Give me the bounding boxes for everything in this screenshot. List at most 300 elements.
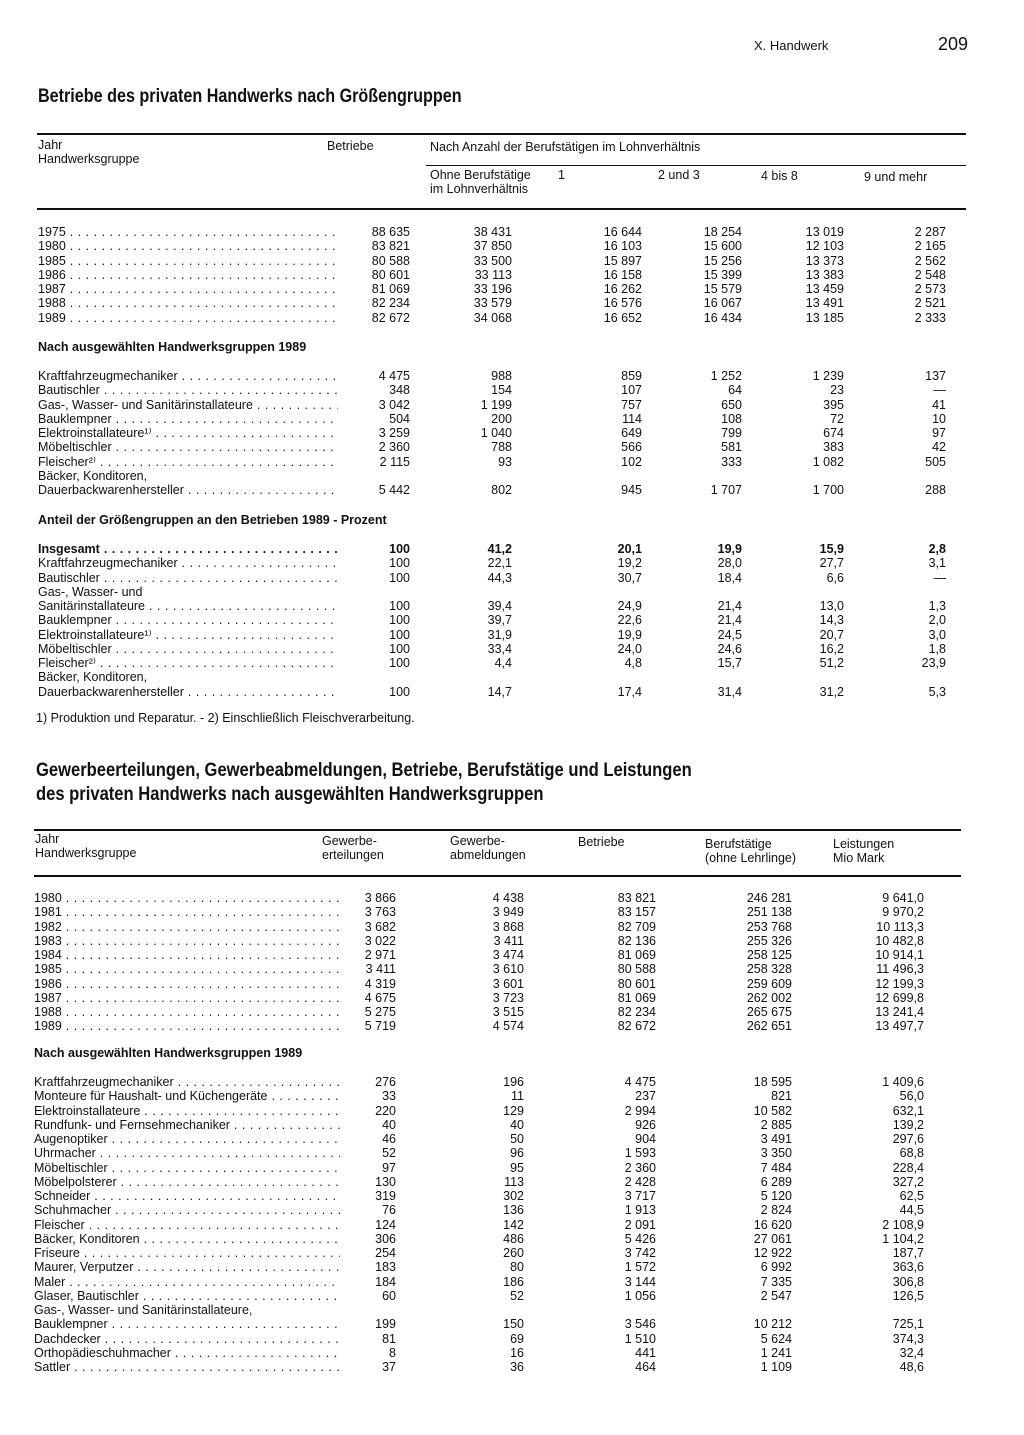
table-row: [34, 962, 924, 977]
table-cell: 184: [375, 1274, 396, 1289]
table-cell: 566: [621, 440, 642, 455]
table-cell: 276: [375, 1075, 396, 1089]
table-cell: 13 497,7: [875, 1019, 924, 1034]
table-cell: 1,3: [928, 599, 946, 613]
table-cell: 13 491: [805, 296, 844, 311]
table-cell: 13,0: [819, 599, 844, 613]
table-cell: 100: [389, 627, 410, 642]
table-cell: 16 158: [603, 267, 642, 282]
table-cell: 142: [503, 1217, 524, 1232]
table-cell: 5,3: [928, 684, 946, 699]
table-row: [34, 919, 924, 934]
table-cell: 60: [382, 1288, 396, 1303]
table2-groups: [34, 1075, 924, 1374]
table-cell: 821: [771, 1089, 792, 1104]
table-cell: 32,4: [899, 1345, 924, 1360]
table2-title-line1: Gewerbeerteilungen, Gewerbeabmeldungen, Betriebe, Berufstätige und Leistungen: [36, 759, 692, 781]
table-cell: 6 289: [760, 1174, 792, 1189]
table-row: [38, 483, 946, 497]
table-cell: 187,7: [892, 1246, 924, 1260]
table1-col-handwerksgruppe: Handwerksgruppe: [38, 152, 140, 166]
table-cell: 16,2: [819, 641, 844, 656]
table-cell: 16 067: [703, 296, 742, 311]
table-row: [34, 1160, 924, 1175]
table-row: [38, 556, 946, 571]
table-cell: 16 434: [703, 310, 742, 325]
table-cell: 82 672: [617, 1019, 656, 1034]
table-row: [34, 948, 924, 962]
table1-top-rule: [37, 133, 966, 135]
table-cell: 10 914,1: [875, 948, 924, 962]
table-row: [34, 990, 924, 1005]
row-label: Bäcker, Konditoren . . .: [34, 1232, 340, 1246]
table-cell: 6,6: [826, 570, 844, 585]
table-cell: 24,6: [717, 641, 742, 656]
table-cell: 33 500: [473, 253, 512, 268]
table-cell: 15 399: [703, 267, 742, 282]
table-row: [38, 239, 946, 254]
table-cell: 395: [823, 397, 844, 412]
table-cell: 12 699,8: [875, 990, 924, 1005]
table-cell: 255 326: [746, 933, 792, 948]
table-row: [34, 1360, 924, 1374]
table-cell: 904: [635, 1132, 656, 1146]
table-cell: 14,3: [819, 613, 844, 628]
table-cell: 20,1: [617, 542, 642, 556]
table-cell: 260: [503, 1246, 524, 1260]
table-cell: 9 970,2: [882, 905, 924, 920]
table-cell: 7 335: [760, 1274, 792, 1289]
table-cell: 3 763: [364, 905, 396, 920]
table-cell: 200: [491, 411, 512, 426]
page-number: 209: [938, 34, 969, 54]
table-row: [38, 585, 918, 599]
table-cell: 114: [622, 411, 642, 426]
table-cell: 81: [382, 1331, 396, 1346]
row-label: Glaser, Bautischler . . .: [34, 1289, 340, 1303]
table-row: [34, 1132, 924, 1146]
table-cell: 2 573: [914, 282, 946, 296]
table-cell: 3 723: [492, 990, 524, 1005]
table-cell: 24,0: [617, 641, 642, 656]
table-cell: 81 069: [617, 948, 656, 962]
table-cell: 16 652: [603, 310, 642, 325]
table2-top-rule: [34, 829, 961, 831]
table2-col-handwerksgruppe: Handwerksgruppe: [35, 846, 137, 860]
table-cell: 13 185: [805, 310, 844, 325]
table-cell: 649: [621, 426, 642, 440]
table1-col-9mehr: 9 und mehr: [864, 170, 928, 184]
table-cell: 81 069: [371, 282, 410, 296]
table-cell: 2 115: [379, 454, 410, 469]
table-cell: 6 992: [760, 1260, 792, 1275]
table-cell: 2 562: [914, 253, 946, 268]
row-label: Fleischer²⁾ . . .: [38, 455, 338, 469]
table-cell: 44,3: [487, 570, 512, 585]
row-label: 1984 . . .: [34, 948, 340, 962]
table-cell: 40: [510, 1117, 524, 1132]
table-cell: 319: [375, 1189, 396, 1203]
table-cell: 1 913: [624, 1203, 656, 1218]
table-cell: 82 136: [617, 933, 656, 948]
row-label: Bauklempner . . .: [38, 412, 338, 426]
table-cell: 246 281: [746, 891, 792, 905]
table-cell: 21,4: [717, 613, 742, 628]
row-label: 1989 . . .: [38, 311, 338, 325]
table-cell: 136: [503, 1203, 524, 1218]
table-cell: 3 042: [378, 397, 410, 412]
table-cell: 251 138: [746, 905, 792, 920]
table-cell: 150: [503, 1317, 524, 1332]
table-row: [38, 627, 946, 642]
table-cell: 20,7: [819, 627, 844, 642]
table-cell: 5 275: [364, 1005, 396, 1019]
table-cell: 5 426: [624, 1231, 656, 1246]
table-cell: 39,7: [487, 613, 512, 628]
table-cell: 19,9: [617, 627, 642, 642]
row-label: 1988 . . .: [34, 1005, 340, 1019]
table-cell: 13 241,4: [875, 1005, 924, 1019]
table2-col-erteil-2: erteilungen: [322, 848, 384, 862]
table-cell: 1 700: [812, 483, 844, 497]
table-cell: 2 360: [624, 1160, 656, 1175]
table-cell: 259 609: [746, 976, 792, 991]
table-cell: 82 672: [371, 310, 410, 325]
table-cell: 802: [491, 483, 512, 497]
table1-footnote: 1) Produktion und Reparatur. - 2) Einschließlich Fleischverarbeitung.: [36, 711, 415, 725]
table-cell: 82 234: [617, 1005, 656, 1019]
table-cell: 265 675: [746, 1005, 792, 1019]
table-cell: 4 475: [378, 369, 410, 383]
table-cell: 183: [375, 1260, 396, 1275]
table-cell: 126,5: [892, 1288, 924, 1303]
row-label: Maurer, Verputzer . . .: [34, 1260, 340, 1274]
table-cell: 4 438: [492, 891, 524, 905]
table-cell: 37: [382, 1360, 396, 1374]
table-cell: 15,9: [819, 542, 844, 556]
table-cell: 306: [375, 1231, 396, 1246]
table-cell: 18 595: [753, 1075, 792, 1089]
table-cell: 1 707: [710, 483, 742, 497]
table-row: [34, 1117, 924, 1132]
table-row: [38, 310, 946, 325]
table-cell: 3,1: [928, 556, 946, 571]
table-cell: 3 868: [492, 919, 524, 934]
row-label: Schuhmacher . . .: [34, 1203, 340, 1217]
table-row: [34, 1246, 924, 1260]
table-cell: 34 068: [473, 310, 512, 325]
table1-col-betriebe: Betriebe: [327, 139, 374, 153]
table-cell: 31,9: [487, 627, 512, 642]
row-label: Dauerbackwarenhersteller . . .: [38, 685, 338, 699]
table-cell: 50: [510, 1132, 524, 1146]
table-cell: 100: [389, 613, 410, 628]
table-cell: 757: [621, 397, 642, 412]
table-cell: 3 144: [624, 1274, 656, 1289]
table-cell: 23,9: [921, 656, 946, 670]
table-cell: 22,6: [617, 613, 642, 628]
table-cell: 93: [498, 454, 512, 469]
row-label: Möbelpolsterer . . .: [34, 1175, 340, 1189]
table-cell: 21,4: [717, 599, 742, 613]
table-cell: 124: [375, 1217, 396, 1232]
table-cell: 10 212: [753, 1317, 792, 1332]
table-cell: 1 409,6: [882, 1075, 924, 1089]
row-label: Kraftfahrzeugmechaniker . . .: [38, 556, 338, 570]
table-cell: 3 411: [493, 933, 524, 948]
table-cell: 1 241: [760, 1345, 792, 1360]
row-label: Bauklempner . . .: [38, 613, 338, 627]
table-row: [34, 1203, 924, 1218]
table-cell: 72: [830, 411, 844, 426]
row-label: 1980 . . .: [38, 239, 338, 253]
table-row: [38, 599, 946, 613]
table-cell: 3 601: [492, 976, 524, 991]
table-cell: 37 850: [473, 239, 512, 254]
table-cell: —: [933, 570, 946, 585]
row-label: 1980 . . .: [34, 891, 340, 905]
table-cell: 1 510: [624, 1331, 656, 1346]
row-label: Rundfunk- und Fernsehmechaniker . . .: [34, 1118, 340, 1132]
table-cell: 16: [510, 1345, 524, 1360]
table-cell: 15 256: [703, 253, 742, 268]
row-label: Bauklempner . . .: [34, 1317, 340, 1331]
table-cell: 97: [932, 426, 946, 440]
table-cell: 3 610: [492, 962, 524, 977]
table-cell: 5 442: [378, 483, 410, 497]
table-cell: 5 120: [760, 1189, 792, 1203]
table-cell: 113: [504, 1174, 524, 1189]
table-row: [38, 253, 946, 268]
table-row: [34, 1019, 924, 1034]
table-cell: 5 719: [364, 1019, 396, 1034]
table-row: [34, 1303, 914, 1317]
table-cell: 3 949: [492, 905, 524, 920]
table-cell: 130: [375, 1174, 396, 1189]
table-cell: 988: [491, 369, 512, 383]
table-cell: 228,4: [892, 1160, 924, 1175]
table-cell: 302: [503, 1189, 524, 1203]
table-cell: 30,7: [617, 570, 642, 585]
table-cell: 129: [503, 1103, 524, 1118]
table-cell: 258 125: [746, 948, 792, 962]
table-cell: 27,7: [819, 556, 844, 571]
table-cell: 2 428: [624, 1174, 656, 1189]
table-cell: 1 252: [710, 369, 742, 383]
table-row: [34, 1075, 924, 1089]
table-cell: 28,0: [717, 556, 742, 571]
table-cell: 83 821: [371, 239, 410, 254]
table-cell: 799: [721, 426, 742, 440]
table-cell: —: [933, 383, 946, 398]
table-row: [34, 1146, 924, 1161]
table-cell: 859: [621, 369, 642, 383]
table-cell: 297,6: [892, 1132, 924, 1146]
table-cell: 11 496,3: [876, 962, 924, 977]
row-label: 1986 . . .: [34, 977, 340, 991]
row-label: 1985 . . .: [38, 254, 338, 268]
table-cell: 18,4: [717, 570, 742, 585]
table-cell: 69: [510, 1331, 524, 1346]
table-cell: 51,2: [819, 656, 844, 670]
table-cell: 333: [721, 454, 742, 469]
table-cell: 95: [510, 1160, 524, 1175]
table-cell: 13 373: [805, 253, 844, 268]
table-cell: 505: [925, 454, 946, 469]
table-cell: 262 651: [746, 1019, 792, 1034]
table-cell: 1 199: [480, 397, 512, 412]
table-cell: 725,1: [892, 1317, 924, 1332]
table1-years: [38, 225, 946, 325]
table1-col-2und3: 2 und 3: [658, 168, 700, 182]
row-label: Schneider . . .: [34, 1189, 340, 1203]
row-label: Elektroinstallateure¹⁾ . . .: [38, 628, 338, 642]
table-cell: 237: [635, 1089, 656, 1104]
table1-col-ohne-1: Ohne Berufstätige: [430, 168, 531, 182]
table-row: [38, 613, 946, 628]
table-cell: 1 040: [480, 426, 512, 440]
table-cell: 56,0: [899, 1089, 924, 1104]
table-cell: 7 484: [760, 1160, 792, 1175]
table-cell: 2 971: [364, 948, 396, 962]
table-cell: 108: [721, 411, 742, 426]
table-cell: 10 113,3: [876, 919, 924, 934]
table-cell: 650: [721, 397, 742, 412]
table-cell: 2 824: [760, 1203, 792, 1218]
table-row: [34, 1217, 924, 1232]
table-cell: 46: [382, 1132, 396, 1146]
table-row: [38, 656, 946, 670]
table-cell: 27 061: [753, 1231, 792, 1246]
table-cell: 186: [503, 1274, 524, 1289]
table-cell: 3 515: [492, 1005, 524, 1019]
table-cell: 16 103: [603, 239, 642, 254]
table-row: [38, 397, 946, 412]
table-row: [38, 426, 946, 440]
table-cell: 139,2: [892, 1117, 924, 1132]
table-row: [34, 1274, 924, 1289]
table-cell: 4 475: [624, 1075, 656, 1089]
table-cell: 788: [491, 440, 512, 455]
table-cell: 306,8: [892, 1274, 924, 1289]
table-cell: 100: [389, 570, 410, 585]
table-cell: 102: [621, 454, 642, 469]
table-cell: 3 866: [364, 891, 396, 905]
table2-years: [34, 891, 924, 1034]
table-row: [34, 1103, 924, 1118]
table-row: [34, 1260, 924, 1275]
row-label: Dachdecker . . .: [34, 1332, 340, 1346]
table1-col-ohne-2: im Lohnverhältnis: [430, 182, 528, 196]
row-label: Friseure . . .: [34, 1246, 340, 1260]
table-cell: 4 574: [492, 1019, 524, 1034]
table-cell: 23: [830, 383, 844, 398]
table-row: [38, 542, 946, 556]
table-cell: 52: [382, 1146, 396, 1161]
table1-col-group: Nach Anzahl der Berufstätigen im Lohnverhältnis: [430, 140, 701, 154]
section-header: X. Handwerk: [754, 38, 829, 53]
table1-header-rule: [37, 208, 966, 210]
table-cell: 100: [389, 684, 410, 699]
table-cell: 4,4: [494, 656, 512, 670]
table-cell: 31,4: [717, 684, 742, 699]
table-cell: 10 482,8: [875, 933, 924, 948]
table-row: [34, 933, 924, 948]
row-label: Bäcker, Konditoren,: [38, 670, 148, 685]
table-cell: 24,5: [717, 627, 742, 642]
table-cell: 9 641,0: [882, 891, 924, 905]
table-row: [34, 905, 924, 920]
table-cell: 254: [375, 1246, 396, 1260]
table-cell: 42: [932, 440, 946, 455]
row-label: Möbeltischler . . .: [38, 642, 338, 656]
table-cell: 3 682: [364, 919, 396, 934]
table1-shares: [38, 542, 946, 699]
table-cell: 383: [823, 440, 844, 455]
table-cell: 81 069: [617, 990, 656, 1005]
table2-title: [36, 758, 692, 806]
table-cell: 327,2: [892, 1174, 924, 1189]
table-cell: 12 103: [805, 239, 844, 254]
table-cell: 2 360: [378, 440, 410, 455]
table2-col-beruf-2: (ohne Lehrlinge): [705, 851, 797, 865]
table-cell: 62,5: [899, 1189, 924, 1203]
row-label: 1986 . . .: [38, 268, 338, 282]
table-cell: 674: [823, 426, 844, 440]
table-cell: 12 922: [753, 1246, 792, 1260]
table-cell: 14,7: [487, 684, 512, 699]
row-label: 1987 . . .: [38, 282, 338, 296]
table-cell: 68,8: [899, 1146, 924, 1161]
table-cell: 13 459: [805, 282, 844, 296]
table2-col-betriebe: Betriebe: [578, 835, 625, 849]
table-cell: 1 572: [624, 1260, 656, 1275]
table-cell: 374,3: [892, 1331, 924, 1346]
table-cell: 220: [375, 1103, 396, 1118]
table1-col-1: 1: [558, 168, 565, 182]
row-label: 1983 . . .: [34, 934, 340, 948]
table-row: [34, 1189, 924, 1203]
table-cell: 107: [621, 383, 642, 398]
table-row: [38, 641, 946, 656]
table-cell: 10 582: [753, 1103, 792, 1118]
row-label: Monteure für Haushalt- und Küchengeräte . . .: [34, 1089, 340, 1103]
row-label: Sanitärinstallateure . . .: [38, 599, 338, 613]
table-cell: 88 635: [371, 225, 410, 239]
row-label: Bautischler . . .: [38, 571, 338, 585]
table1-groups: [38, 369, 946, 497]
row-label: Möbeltischler . . .: [38, 440, 338, 454]
row-label: Uhrmacher . . .: [34, 1146, 340, 1160]
table-cell: 926: [635, 1117, 656, 1132]
table-row: [38, 225, 946, 239]
table-cell: 16 620: [753, 1217, 792, 1232]
table-cell: 100: [389, 656, 410, 670]
table-cell: 3 491: [760, 1132, 792, 1146]
table2-col-abmeld-2: abmeldungen: [450, 848, 526, 862]
table-cell: 4 675: [364, 990, 396, 1005]
table-cell: 100: [389, 556, 410, 571]
table-cell: 22,1: [487, 556, 512, 571]
table-cell: 12 199,3: [875, 976, 924, 991]
table-cell: 1 056: [624, 1288, 656, 1303]
table-cell: 196: [503, 1075, 524, 1089]
table-row: [38, 440, 946, 455]
table-cell: 33 196: [473, 282, 512, 296]
table-cell: 154: [491, 383, 512, 398]
table-cell: 19,9: [717, 542, 742, 556]
row-label: 1975 . . .: [38, 225, 338, 239]
